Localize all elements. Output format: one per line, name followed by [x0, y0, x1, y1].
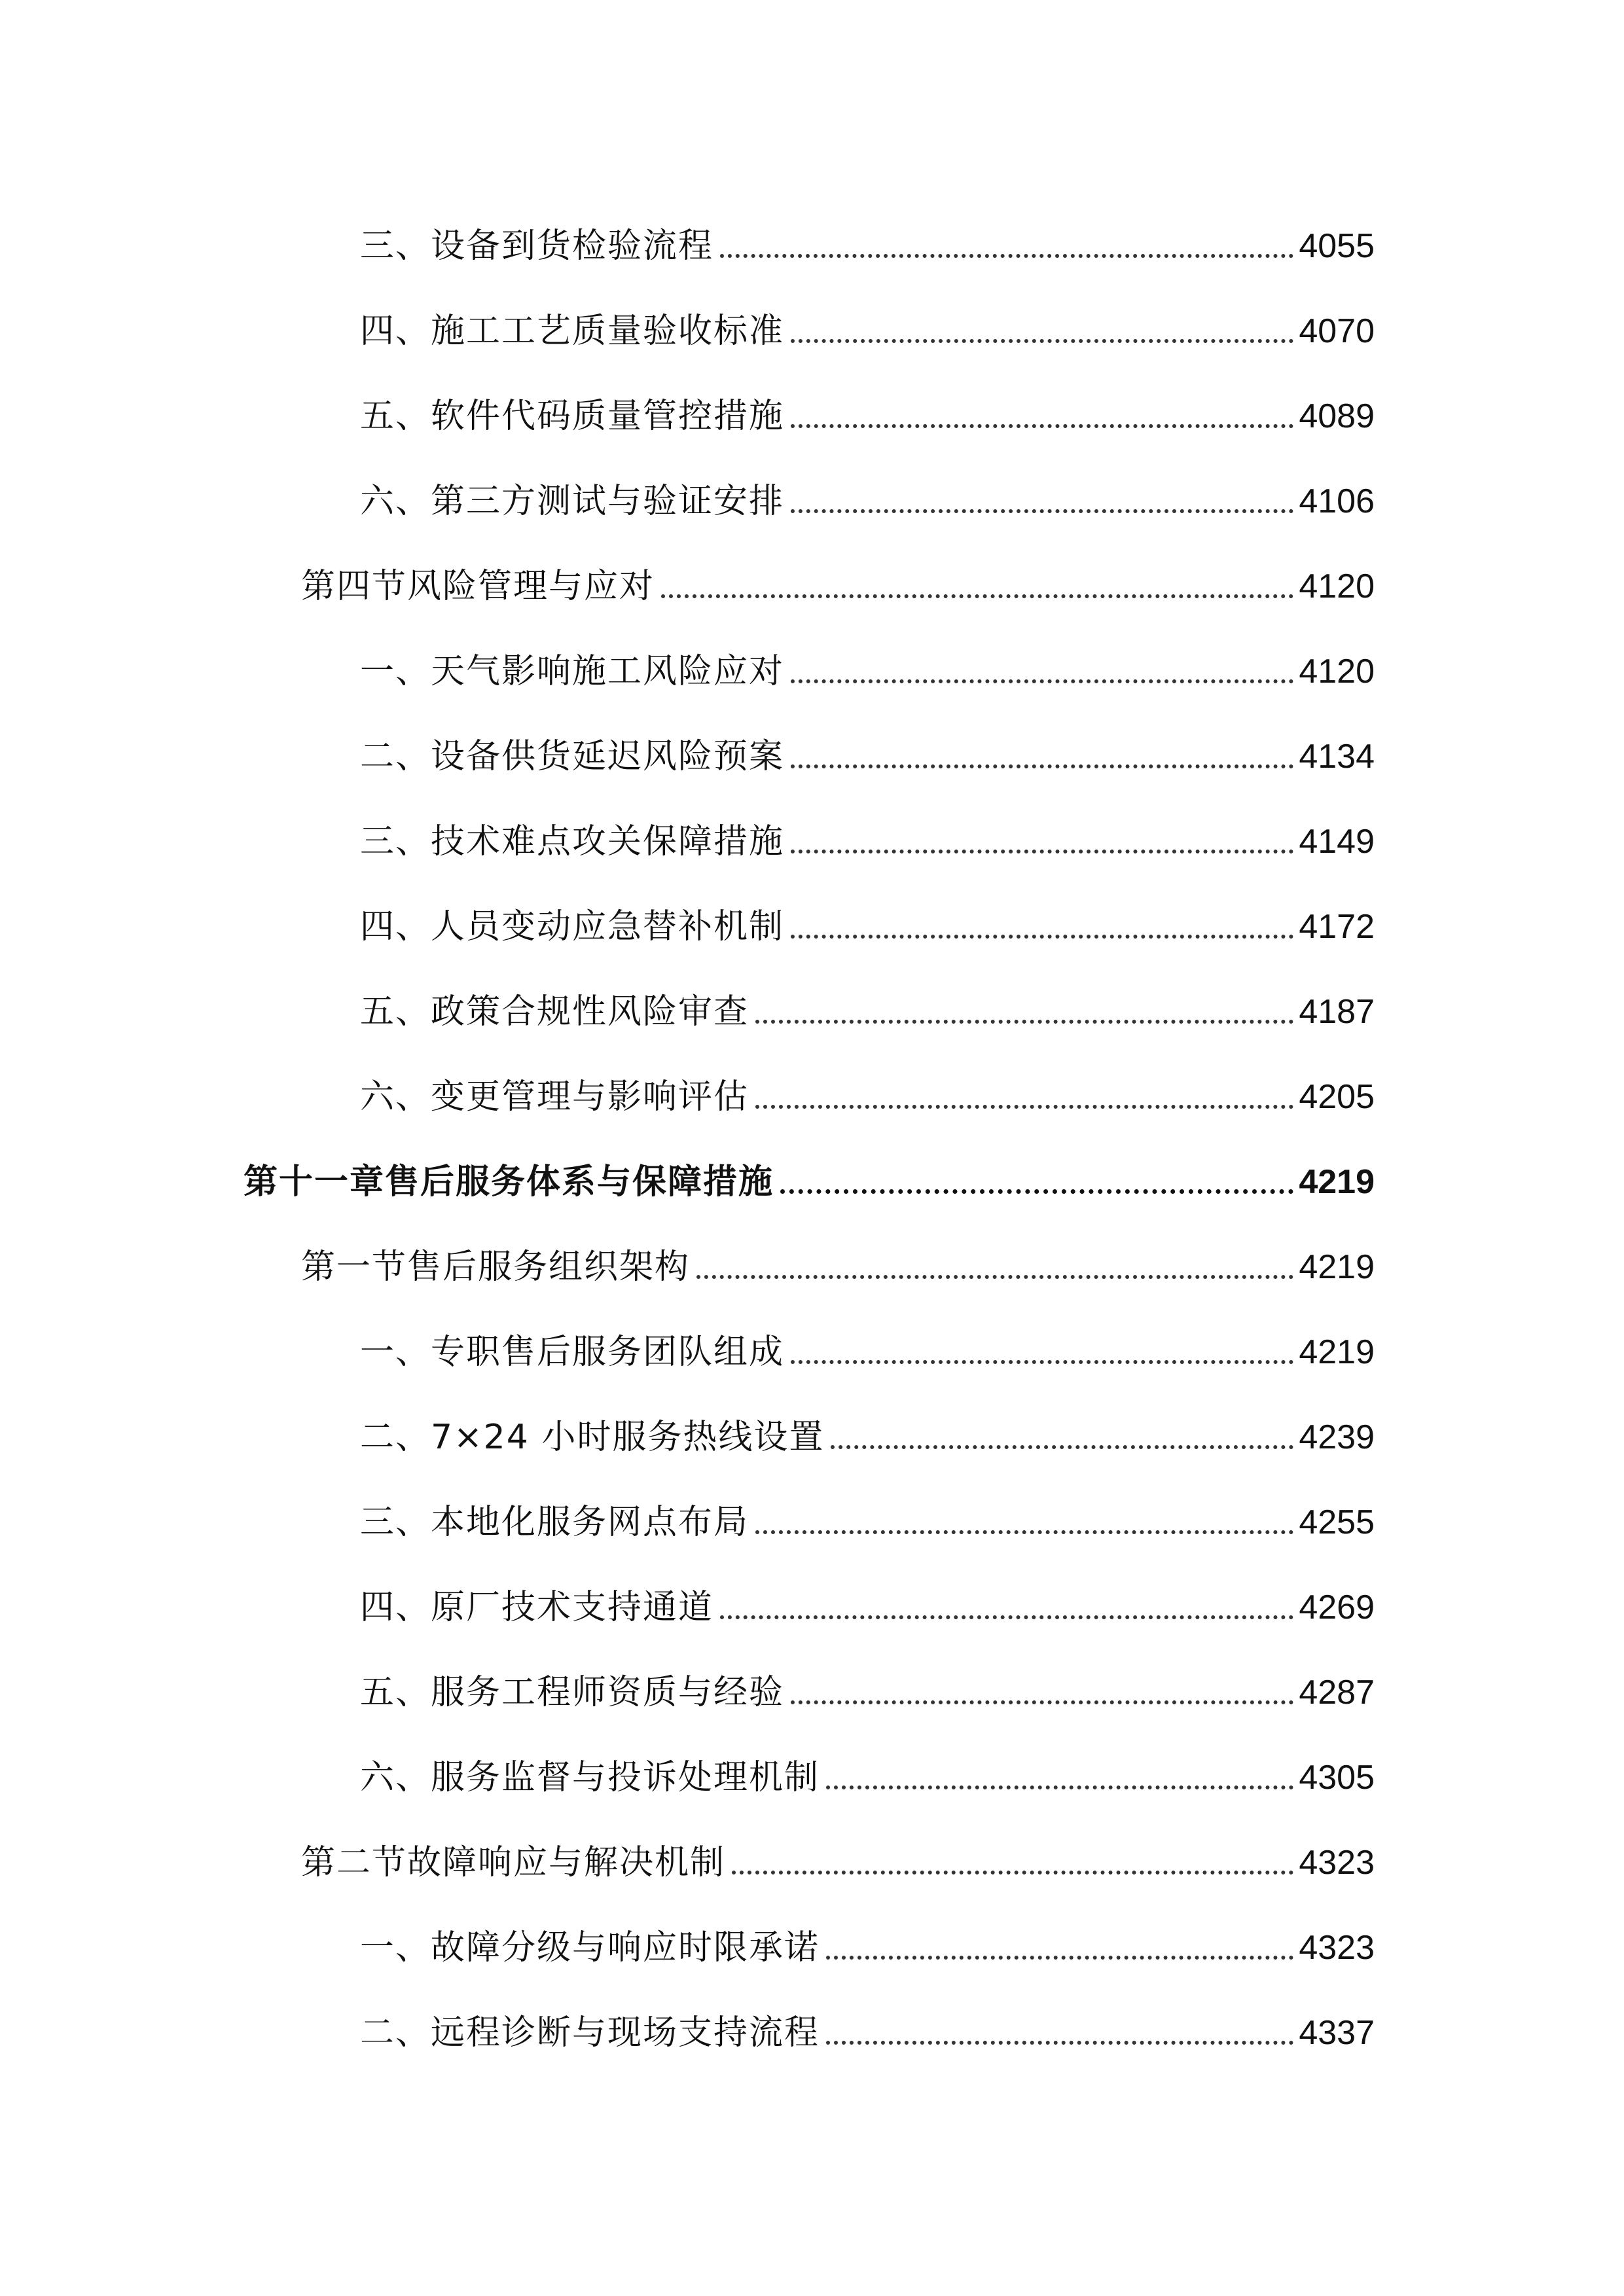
- toc-entry-page: 4323: [1299, 1929, 1375, 1967]
- toc-entry-title: 五、软件代码质量管控措施: [360, 397, 785, 436]
- dot-leader: [791, 509, 1293, 513]
- toc-entry-title: 六、变更管理与影响评估: [360, 1077, 749, 1117]
- toc-entry[interactable]: [360, 717, 1375, 776]
- toc-section-entry[interactable]: [301, 547, 1375, 606]
- toc-entry-title: 第一节售后服务组织架构: [301, 1247, 691, 1287]
- toc-entry-page: 4120: [1299, 567, 1375, 605]
- dot-leader: [661, 594, 1293, 598]
- toc-entry-page: 4134: [1299, 738, 1375, 776]
- toc-entry[interactable]: [360, 462, 1375, 521]
- toc-entry-page: 4106: [1299, 482, 1375, 520]
- toc-entry-page: 4219: [1299, 1333, 1375, 1371]
- dot-leader: [780, 1189, 1293, 1194]
- dot-leader: [826, 2041, 1293, 2045]
- dot-leader: [755, 1105, 1293, 1109]
- toc-section-entry[interactable]: [301, 1228, 1375, 1287]
- dot-leader: [791, 1360, 1293, 1364]
- toc-entry-title: 四、人员变动应急替补机制: [360, 907, 785, 946]
- toc-entry-title: 五、政策合规性风险审查: [360, 992, 749, 1031]
- dot-leader: [831, 1445, 1293, 1449]
- dot-leader: [791, 1700, 1293, 1704]
- toc-entry[interactable]: [360, 1994, 1375, 2053]
- toc-entry-title: 三、本地化服务网点布局: [360, 1503, 749, 1542]
- toc-entry[interactable]: [360, 1653, 1375, 1712]
- toc-entry-title: 三、设备到货检验流程: [360, 226, 714, 266]
- toc-entry-title: 四、施工工艺质量验收标准: [360, 312, 785, 351]
- toc-entry-title: 一、专职售后服务团队组成: [360, 1333, 785, 1372]
- dot-leader: [791, 339, 1293, 343]
- toc-entry[interactable]: [360, 1909, 1375, 1967]
- toc-entry-title: 三、技术难点攻关保障措施: [360, 822, 785, 861]
- toc-entry[interactable]: [360, 1058, 1375, 1117]
- toc-entry[interactable]: [360, 1483, 1375, 1542]
- toc-entry-page: 4120: [1299, 653, 1375, 691]
- toc-entry-title: 第四节风险管理与应对: [301, 567, 655, 606]
- toc-entry-page: 4269: [1299, 1588, 1375, 1626]
- dot-leader: [791, 424, 1293, 428]
- toc-entry[interactable]: [360, 802, 1375, 861]
- toc-entry[interactable]: [360, 888, 1375, 946]
- toc-entry-page: 4149: [1299, 823, 1375, 861]
- toc-entry-title: 第二节故障响应与解决机制: [301, 1843, 726, 1882]
- toc-entry-title: 六、服务监督与投诉处理机制: [360, 1758, 820, 1797]
- dot-leader: [720, 254, 1293, 258]
- dot-leader: [791, 935, 1293, 939]
- toc-entry-title: 二、7×24 小时服务热线设置: [360, 1418, 825, 1457]
- toc-entry-page: 4337: [1299, 2014, 1375, 2052]
- toc-entry-page: 4070: [1299, 312, 1375, 350]
- toc-entry-title: 四、原厂技术支持通道: [360, 1588, 714, 1627]
- dot-leader: [826, 1956, 1293, 1960]
- dot-leader: [826, 1785, 1293, 1789]
- toc-entry[interactable]: [360, 632, 1375, 691]
- toc-entry[interactable]: [360, 1313, 1375, 1372]
- toc-entry-page: 4239: [1299, 1418, 1375, 1456]
- toc-entry-page: 4172: [1299, 908, 1375, 946]
- dot-leader: [791, 764, 1293, 768]
- toc-entry-title: 五、服务工程师资质与经验: [360, 1673, 785, 1712]
- toc-entry-title: 六、第三方测试与验证安排: [360, 482, 785, 521]
- dot-leader: [720, 1615, 1293, 1619]
- toc-entry[interactable]: [360, 973, 1375, 1031]
- toc-entry-page: 4219: [1299, 1163, 1375, 1201]
- toc-entry[interactable]: [360, 377, 1375, 436]
- dot-leader: [755, 1530, 1293, 1534]
- dot-leader: [732, 1871, 1293, 1874]
- toc-entry-page: 4089: [1299, 397, 1375, 435]
- dot-leader: [791, 850, 1293, 853]
- toc-entry-page: 4287: [1299, 1674, 1375, 1712]
- toc-entry-page: 4055: [1299, 227, 1375, 265]
- dot-leader: [755, 1020, 1293, 1024]
- dot-leader: [696, 1275, 1293, 1279]
- toc-entry[interactable]: [360, 1568, 1375, 1627]
- toc-entry-page: 4219: [1299, 1248, 1375, 1286]
- toc-entry-title: 一、故障分级与响应时限承诺: [360, 1928, 820, 1967]
- toc-entry-page: 4187: [1299, 993, 1375, 1031]
- toc-entry[interactable]: [360, 1738, 1375, 1797]
- toc-entry-title: 一、天气影响施工风险应对: [360, 652, 785, 691]
- toc-chapter-entry[interactable]: [244, 1143, 1375, 1202]
- toc-entry[interactable]: [360, 1398, 1375, 1457]
- dot-leader: [791, 679, 1293, 683]
- toc-entry-page: 4323: [1299, 1844, 1375, 1882]
- toc-entry-page: 4305: [1299, 1759, 1375, 1797]
- toc-section-entry[interactable]: [301, 1823, 1375, 1882]
- toc-entry-title: 二、远程诊断与现场支持流程: [360, 2013, 820, 2053]
- toc-entry-page: 4205: [1299, 1078, 1375, 1116]
- toc-entry-title: 二、设备供货延迟风险预案: [360, 737, 785, 776]
- toc-entry-page: 4255: [1299, 1503, 1375, 1541]
- toc-entry-title: 第十一章售后服务体系与保障措施: [244, 1162, 774, 1202]
- toc-entry[interactable]: [360, 292, 1375, 351]
- toc-entry[interactable]: [360, 207, 1375, 266]
